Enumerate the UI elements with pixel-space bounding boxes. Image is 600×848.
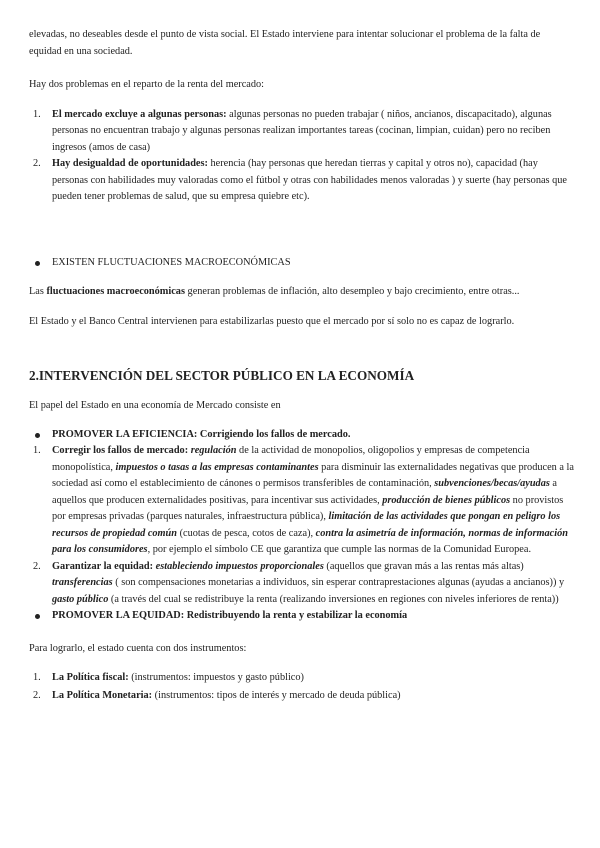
bullet-dot-icon [35, 614, 40, 619]
bullet-text: PROMOVER LA EQUIDAD: Redistribuyendo la renta y estabilizar la economía [52, 610, 408, 621]
fluctuaciones-paragraph [29, 284, 574, 301]
intervencion-item-2 [29, 559, 574, 609]
list-number: 1. [33, 108, 41, 120]
item-title: Garantizar la equidad: [52, 560, 154, 572]
text-run: (aquellos que gravan más a las rentas más altas) [323, 560, 524, 572]
bold-italic-term: transferencias [52, 577, 113, 588]
text-run: no provistos por empresas privadas (parques naturales, infraestructura pública), [52, 494, 564, 522]
bold-italic-term: impuestos o tasas a las empresas contaminantes [115, 461, 319, 473]
eficiencia-bullet [29, 427, 574, 444]
bold-italic-term: contra la asimetría de información, normas de información para los consumidores [52, 527, 568, 555]
fluctuaciones-bullet [29, 255, 574, 272]
text-run: ( son compensaciones monetarias a individuos, sin esperar contraprestaciones algunas (ayudas a ancianos)) y [112, 577, 565, 588]
reparto-item-1 [29, 107, 574, 157]
bullet-text: PROMOVER LA EFICIENCIA: Corrigiendo los fallos de mercado. [52, 428, 351, 440]
reparto-lead: Hay dos problemas en el reparto de la renta del mercado: [29, 79, 265, 90]
intro-paragraph: elevadas, no deseables desde el punto de vista social. El Estado interviene para intentar solucionar el problema de la falta de equidad en una sociedad. [29, 29, 541, 57]
list-number: 2. [33, 158, 41, 169]
bullet-dot-icon [35, 433, 40, 438]
instrumento-item-2 [29, 688, 574, 705]
section-heading: 2.INTERVENCIÓN DEL SECTOR PÚBLICO EN LA ECONOMÍA [29, 368, 415, 383]
reparto-item-2 [29, 156, 574, 206]
instrument-title: La Política fiscal: [52, 672, 129, 683]
instrument-title: La Política Monetaria: [52, 689, 153, 701]
instrument-text: (instrumentos: impuestos y gasto público) [128, 672, 304, 683]
text-run: generan problemas de inflación, alto desempleo y bajo crecimiento, entre otras... [184, 286, 520, 297]
bullet-dot-icon [35, 261, 40, 266]
list-number: 2. [33, 689, 41, 701]
document-page [29, 27, 574, 704]
list-number: 2. [33, 560, 41, 572]
instrumentos-list [29, 670, 574, 704]
text-run: de la actividad de monopolios, oligopolios y empresas de competencia monopolística, [52, 445, 530, 473]
text-run: Las [29, 286, 47, 297]
bold-term: fluctuaciones macroeconómicas [46, 286, 185, 297]
section2-lead: El papel del Estado en una economía de Mercado consiste en [29, 400, 281, 411]
bold-italic-term: regulación [190, 445, 237, 456]
equidad-bullet [29, 608, 574, 625]
instrumento-item-1 [29, 670, 574, 687]
list-number: 1. [33, 445, 41, 456]
bold-italic-term: gasto público [52, 593, 109, 605]
bold-italic-term: estableciendo impuestos proporcionales [155, 560, 324, 572]
intervencion-item-1 [29, 443, 574, 559]
estado-paragraph: El Estado y el Banco Central intervienen para estabilizarlas puesto que el mercado por sí solo no es capaz de lograrlo. [29, 315, 515, 327]
reparto-list [29, 107, 574, 206]
text-run: para disminuir las externalidades negativas que producen a la sociedad así como el establecimiento de cánones o permisos transferibles de contaminación, [52, 461, 574, 489]
bold-italic-term: producción de bienes públicos [382, 494, 511, 506]
item-title: Corregir los fallos de mercado: [52, 445, 189, 456]
reparto-item-text: algunas personas no pueden trabajar ( niños, ancianos, discapacitado), algunas personas no encuentran trabajo y algunas personas realizan importantes tareas (cocinan, limpian, cuidan) pero no reciben ingresos (amos de casa) [52, 108, 552, 153]
text-run: a aquellos que producen externalidades positivas, para incentivar sus actividades, [52, 478, 558, 506]
text-run: , por ejemplo el símbolo CE que garantiza que cumple las normas de la Comunidad Europea. [147, 544, 532, 555]
reparto-item-title: El mercado excluye a algunas personas: [52, 108, 227, 120]
instrument-text: (instrumentos: tipos de interés y mercado de deuda pública) [152, 689, 401, 701]
text-run: (a través del cual se redistribuye la renta (realizando inversiones en regiones con niveles inferiores de renta)) [108, 593, 559, 605]
instrumentos-lead: Para lograrlo, el estado cuenta con dos instrumentos: [29, 642, 247, 654]
reparto-item-text: herencia (hay personas que heredan tierras y capital y otros no), capacidad (hay personas con habilidades muy valoradas como el fútbol y otras con habilidades menos valoradas ) y suerte (hay personas que pueden tener problemas de salud, que su empresa quiebre etc). [52, 158, 567, 202]
bold-italic-term: subvenciones/becas/ayudas [434, 478, 550, 489]
text-run: (cuotas de pesca, cotos de caza), [177, 527, 316, 539]
reparto-item-title: Hay desigualdad de oportunidades: [52, 158, 208, 169]
bullet-text: EXISTEN FLUCTUACIONES MACROECONÓMICAS [52, 256, 291, 268]
list-number: 1. [33, 672, 41, 683]
bold-italic-term: limitación de las actividades que pongan en peligro los recursos de propiedad común [52, 511, 561, 539]
intervencion-list [29, 443, 574, 608]
